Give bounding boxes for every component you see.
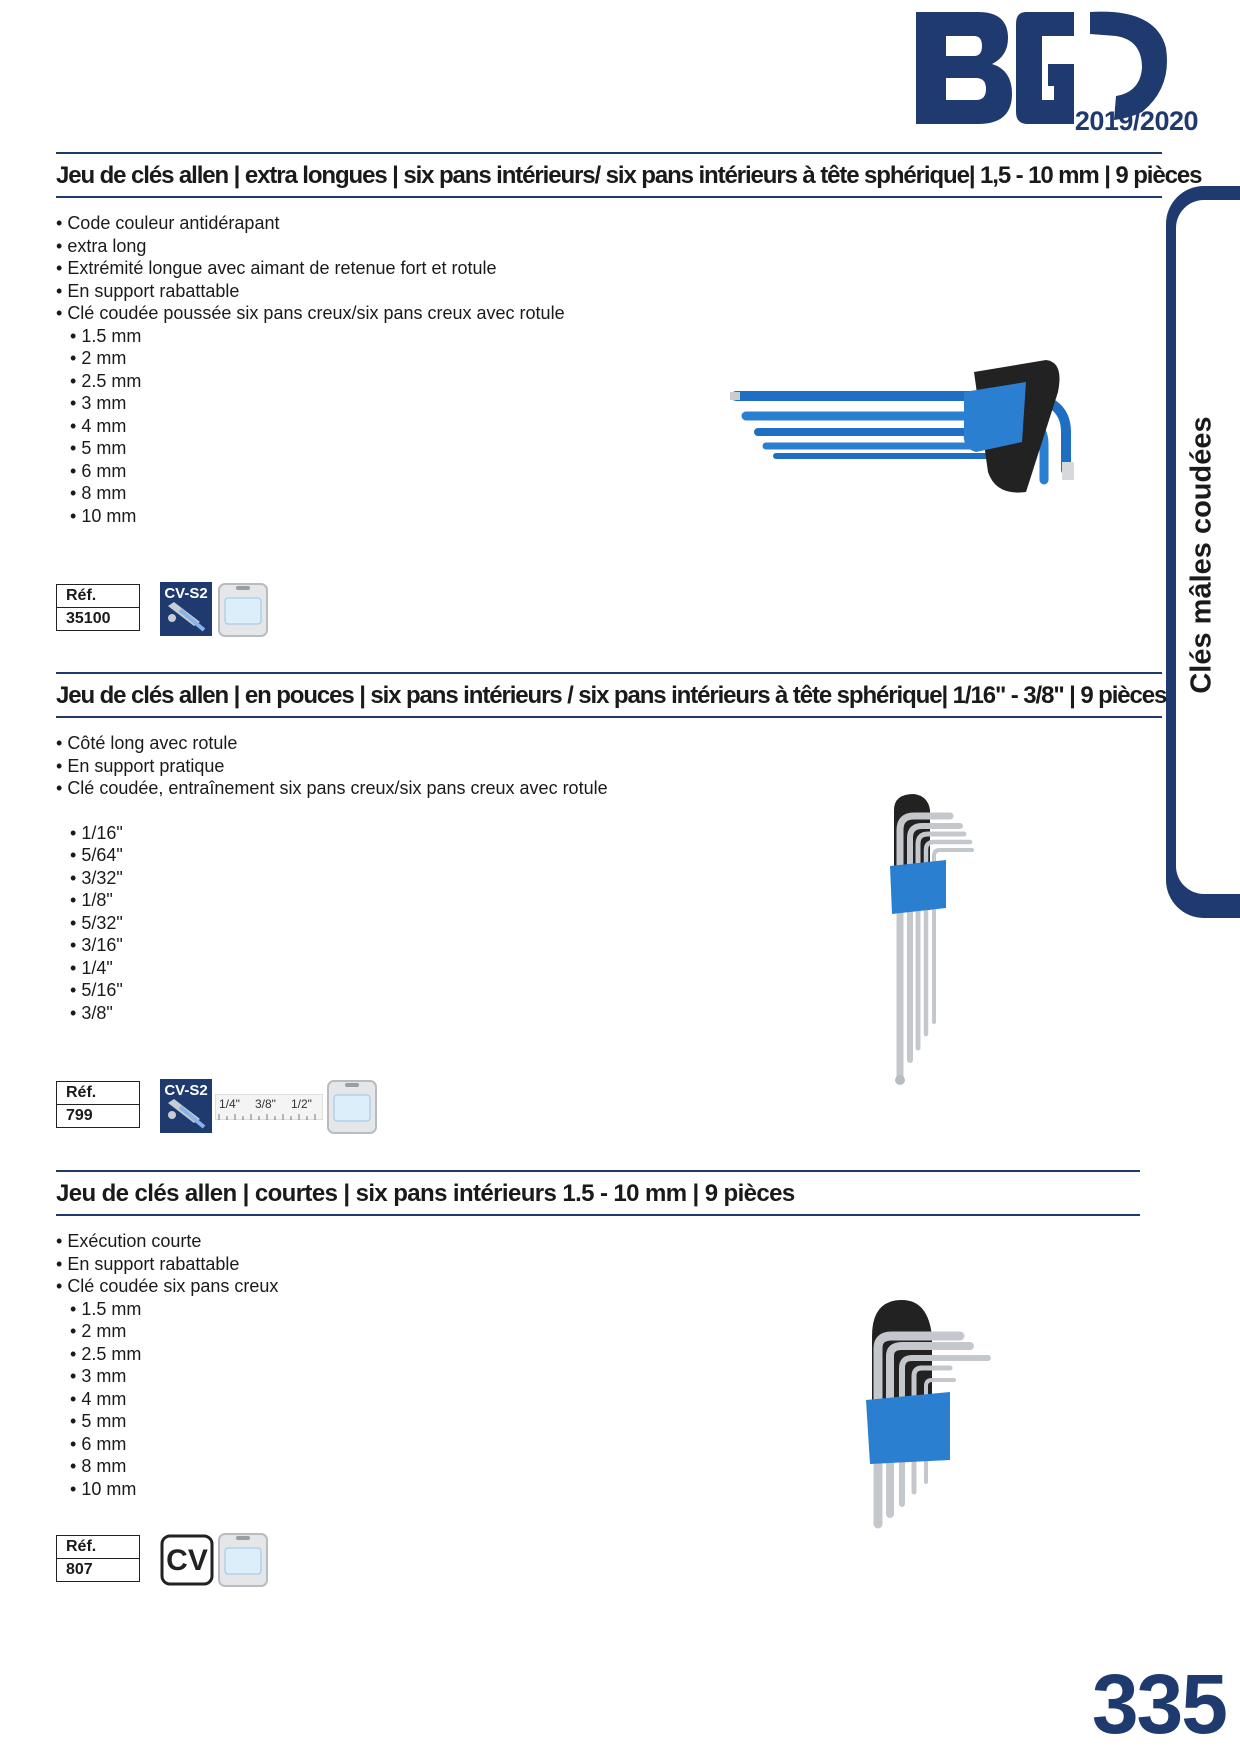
list-item: • 2.5 mm	[70, 1343, 1140, 1366]
svg-text:CV-S2: CV-S2	[164, 1082, 208, 1099]
svg-text:1/2": 1/2"	[291, 1097, 312, 1111]
reference-box	[56, 1081, 140, 1128]
list-item: • 5/16"	[70, 979, 1162, 1002]
list-item: • 5/32"	[70, 912, 1162, 935]
cv-s2-badge	[160, 1079, 212, 1133]
svg-text:CV: CV	[166, 1544, 208, 1577]
product-title: Jeu de clés allen | extra longues | six pans intérieurs/ six pans intérieurs à tête sphérique| 1,5 - 10 mm | 9 pièces	[56, 162, 1202, 189]
list-item: • 5 mm	[70, 1410, 1140, 1433]
reference-box	[56, 1535, 140, 1582]
list-item: • 5 mm	[70, 437, 1162, 460]
list-item: • 2.5 mm	[70, 370, 1162, 393]
list-item: • 10 mm	[70, 1478, 1140, 1501]
product-title-bar	[56, 1170, 1140, 1216]
reference-box	[56, 584, 140, 631]
list-item: • Clé coudée six pans creux	[56, 1275, 1140, 1298]
list-item: • 1.5 mm	[70, 325, 1162, 348]
list-item: • 4 mm	[70, 1388, 1140, 1411]
feature-list	[56, 732, 1162, 800]
product-image-short-hex-keys	[866, 1296, 996, 1532]
reference-number: 35100	[66, 610, 111, 627]
list-item: • 1/4"	[70, 957, 1162, 980]
list-item: • 3 mm	[70, 392, 1162, 415]
list-item: • Code couleur antidérapant	[56, 212, 1162, 235]
reference-label: Réf.	[57, 585, 139, 608]
list-item: • 6 mm	[70, 1433, 1140, 1456]
reference-label: Réf.	[57, 1082, 139, 1105]
holder-icon	[217, 582, 269, 638]
cv-s2-badge	[160, 582, 212, 636]
feature-list	[56, 212, 1162, 325]
list-item: • 6 mm	[70, 460, 1162, 483]
product-image-extra-long-hex-keys	[726, 352, 1096, 502]
svg-text:1/4": 1/4"	[219, 1097, 240, 1111]
catalog-year: 2019/2020	[1074, 106, 1198, 136]
product-title-bar	[56, 672, 1167, 718]
list-item: • 8 mm	[70, 1455, 1140, 1478]
list-item: • 2 mm	[70, 347, 1162, 370]
svg-text:3/8": 3/8"	[255, 1097, 276, 1111]
size-list	[70, 822, 1162, 1025]
list-item: • 3 mm	[70, 1365, 1140, 1388]
side-tab-label: Clés mâles coudées	[1185, 416, 1218, 694]
svg-text:CV-S2: CV-S2	[164, 585, 208, 602]
holder-icon	[217, 1532, 269, 1588]
list-item: • En support rabattable	[56, 1253, 1140, 1276]
list-item: • Clé coudée, entraînement six pans creux/six pans creux avec rotule	[56, 777, 1162, 800]
reference-label: Réf.	[57, 1536, 139, 1559]
cv-badge	[160, 1534, 214, 1586]
list-item: • Côté long avec rotule	[56, 732, 1162, 755]
page-number: 335	[1091, 1657, 1226, 1751]
product-image-inch-hex-keys	[880, 790, 980, 1090]
list-item: • 3/8"	[70, 1002, 1162, 1025]
product-title: Jeu de clés allen | en pouces | six pans intérieurs / six pans intérieurs à tête sphérique| 1/16" - 3/8" | 9 pièces	[56, 682, 1167, 709]
list-item: • 2 mm	[70, 1320, 1140, 1343]
feature-list	[56, 1230, 1140, 1298]
product-section-2	[56, 672, 1167, 1024]
list-item: • 8 mm	[70, 482, 1162, 505]
list-item: • En support pratique	[56, 755, 1162, 778]
list-item: • Exécution courte	[56, 1230, 1140, 1253]
list-item: • 3/16"	[70, 934, 1162, 957]
list-item: • extra long	[56, 235, 1162, 258]
list-item: • Clé coudée poussée six pans creux/six pans creux avec rotule	[56, 302, 1162, 325]
product-title-bar	[56, 152, 1202, 198]
product-title: Jeu de clés allen | courtes | six pans intérieurs 1.5 - 10 mm | 9 pièces	[56, 1180, 795, 1207]
list-item: • Extrémité longue avec aimant de retenue fort et rotule	[56, 257, 1162, 280]
list-item: • 1/8"	[70, 889, 1162, 912]
reference-number: 799	[66, 1107, 93, 1124]
list-item: • En support rabattable	[56, 280, 1162, 303]
list-item: • 4 mm	[70, 415, 1162, 438]
list-item: • 3/32"	[70, 867, 1162, 890]
list-item: • 5/64"	[70, 844, 1162, 867]
list-item: • 1.5 mm	[70, 1298, 1140, 1321]
reference-number: 807	[66, 1561, 93, 1578]
inch-ruler-icon	[215, 1094, 323, 1120]
list-item: • 10 mm	[70, 505, 1162, 528]
list-item: • 1/16"	[70, 822, 1162, 845]
holder-icon	[326, 1079, 378, 1135]
